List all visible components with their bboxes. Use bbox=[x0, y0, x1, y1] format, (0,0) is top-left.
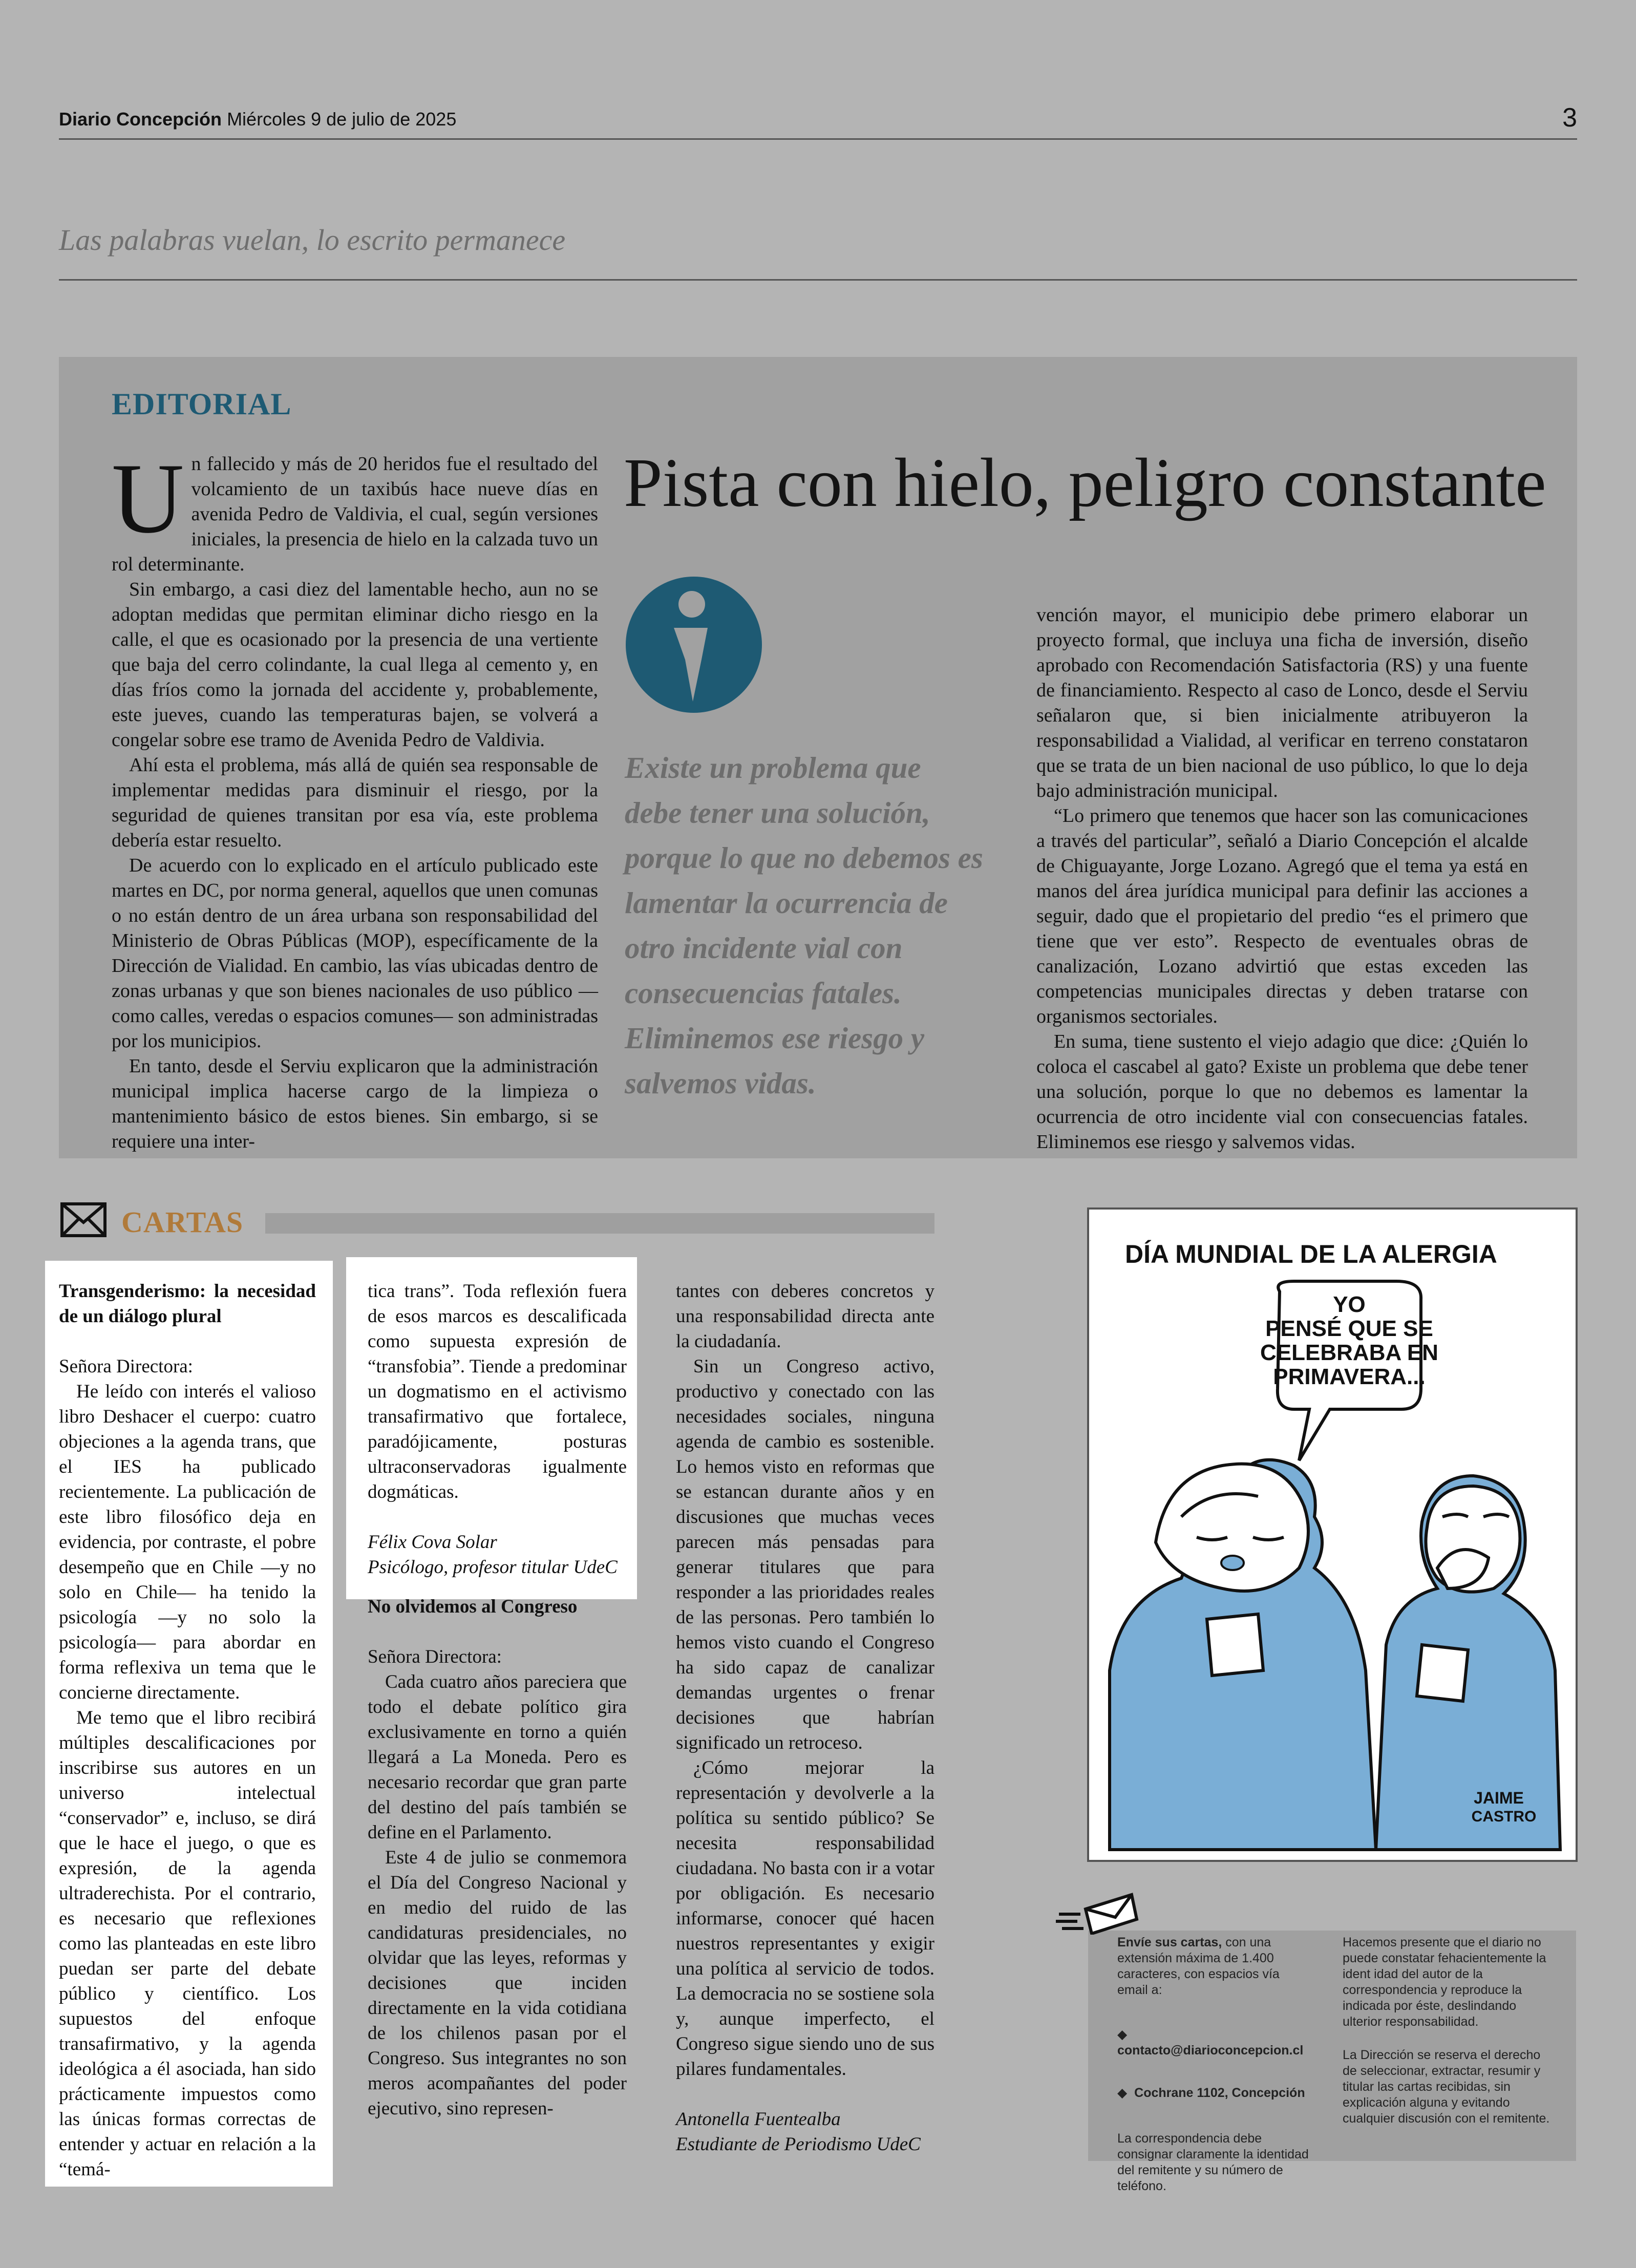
cartas-rule bbox=[265, 1213, 934, 1234]
editorial-column-1 bbox=[112, 443, 598, 1154]
letter-paragraph: He leído con interés el valioso libro Deshacer el cuerpo: cuatro objeciones a la agenda trans, que el IES ha publicado recientemente. La publicación de este libro filosófico deja en evidencia, por contraste, el pobre desempeño que en Chile —y no solo en Chile— ha tenido la psicología —y no solo la psicología— para abordar en forma reflexiva un tema que le concierne directamente. bbox=[59, 1381, 316, 1703]
letter-paragraph: ¿Cómo mejorar la representación y devolverle a la política su sentido público? Se necesita responsabilidad ciudadana. No basta con ir a votar por obligación. Es necesario informarse, conocer qué hacen nuestros representantes y exigir una política al servicio de todos. La democracia no se sostiene sola y, aunque imperfecto, el Congreso sigue siendo uno de sus pilares fundamentales. bbox=[676, 1757, 934, 2080]
masthead bbox=[59, 109, 456, 130]
speech-line: PENSÉ QUE SE bbox=[1265, 1316, 1433, 1341]
letters-column-2 bbox=[368, 1279, 627, 2121]
send-instructions: Envíe sus cartas, con una extensión máxima de 1.400 caracteres, con espacios vía email a: bbox=[1117, 1935, 1280, 1997]
artist-signature: CASTRO bbox=[1471, 1808, 1537, 1825]
editorial-paragraph: Un fallecido y más de 20 heridos fue el resultado del volcamiento de un taxibús hace nueve días en avenida Pedro de Valdivia, el cual, según versiones iniciales, la presencia de hielo en la calzada tuvo un rol determinante. bbox=[112, 443, 598, 575]
diamond-bullet-icon: ◆ bbox=[1117, 2027, 1128, 2042]
letter-author: Félix Cova Solar bbox=[368, 1532, 497, 1553]
identity-note: La correspondencia debe consignar claramente la identidad del remitente y su número de teléfono. bbox=[1117, 2131, 1309, 2193]
page-number: 3 bbox=[1562, 103, 1577, 133]
send-letters-info bbox=[1117, 1935, 1313, 2194]
editorial-paragraph: Ahí esta el problema, más allá de quién sea responsable de implementar medidas para disminuir el riesgo, por la seguridad de quienes transitan por esa vía, este problema debería estar resuelto. bbox=[112, 754, 598, 851]
disclaimer-paragraph: La Dirección se reserva el derecho de seleccionar, extractar, resumir y titular las cartas recibidas, sin explicación alguna y evitando cualquier discusión con el remitente. bbox=[1343, 2048, 1550, 2126]
flying-envelope-icon bbox=[1055, 1889, 1139, 1935]
editorial-paragraph: En suma, tiene sustento el viejo adagio que dice: ¿Quién lo coloca el cascabel al gato? Existe un problema que debe tener una solución, porque lo que no debemos es lamentar la ocurrencia de otro incidente vial con consecuencias fatales. Eliminemos ese riesgo y salvemos vidas. bbox=[1036, 1031, 1528, 1153]
editorial-paragraph: vención mayor, el municipio debe primero elaborar un proyecto formal, que incluya una ficha de inversión, diseño aprobado con Recomendación Satisfactoria (RS) y una fuente de financiamiento. Respecto al caso de Lonco, desde el Serviu señalaron que, si bien inicialmente atribuyeron la responsabilidad a Vialidad, al verificar en terreno constataron que se trata de un bien nacional de uso público, lo que lo deja bajo administración municipal. bbox=[1036, 604, 1528, 801]
letter-paragraph: tica trans”. Toda reflexión fuera de esos marcos es descalificada como supuesta expresión de “transfobia”. Tiende a predominar un dogmatismo en el activismo transafirmativo que fortalece, paradójicamente, posturas ultraconservadoras igualmente dogmáticas. bbox=[368, 1281, 627, 1502]
envelope-icon bbox=[60, 1202, 107, 1238]
letter-paragraph: Cada cuatro años parecierа que todo el debate político gira exclusivamente en torno a quién llegará a La Moneda. Pero es necesario recordar que gran parte del destino del país también se define en el Parlamento. bbox=[368, 1671, 627, 1843]
letter-title: Transgenderismo: la necesidad de un diálogo plural bbox=[59, 1281, 316, 1327]
page-header bbox=[59, 102, 1577, 140]
speech-line: YO bbox=[1333, 1292, 1366, 1317]
issue-date: Miércoles 9 de julio de 2025 bbox=[227, 109, 457, 130]
editorial-column-3 bbox=[1036, 603, 1528, 1155]
cartas-header bbox=[59, 1201, 934, 1242]
cartoon-panel bbox=[1087, 1207, 1578, 1862]
letter-author-role: Psicólogo, profesor titular UdeC bbox=[368, 1557, 618, 1578]
contact-address: ◆ Cochrane 1102, Concepción bbox=[1117, 2086, 1305, 2100]
drop-cap: U bbox=[112, 443, 184, 554]
letters-column-3 bbox=[676, 1279, 934, 2157]
editorial-paragraph: Sin embargo, a casi diez del lamentable hecho, aun no se adoptan medidas que permitan eliminar dicho riesgo en la calle, el que es ocasionado por la presencia de una vertiente que baja del cerro colindante, la cual llega al cemento y, en días fríos como la jornada del accidente y, probablemente, este jueves, cuando las temperaturas bajen, se volverá a congelar sobre ese tramo de Avenida Pedro de Valdivia. bbox=[112, 579, 598, 751]
letter-title: No olvidemos al Congreso bbox=[368, 1596, 578, 1617]
letter-paragraph: Me temo que el libro recibirá múltiples descalificaciones por inscribirse sus autores en un universo intelectual “conservador” e, incluso, se dirá que le hace el juego, o que es expresión, de la agenda ultraderechista. Por el contrario, es necesario que reflexiones como las planteadas en este libro puedan ser parte del debate público y científico. Los supuestos del enfoque transafirmativo, y la agenda ideológica a él asociada, han sido prácticamente impuestos como las únicas formas correctas de entender y actuar en relación a la “temá- bbox=[59, 1707, 316, 2180]
letter-salutation: Señora Directora: bbox=[368, 1646, 502, 1667]
info-icon bbox=[625, 573, 763, 717]
speech-line: CELEBRABA EN bbox=[1260, 1340, 1438, 1365]
section-slogan: Las palabras vuelan, lo escrito permanece bbox=[59, 223, 1577, 281]
letter-author-role: Estudiante de Periodismo UdeC bbox=[676, 2134, 921, 2155]
disclaimer-paragraph: Hacemos presente que el diario no puede constatar fehacientemente la ident idad del autor de la correspondencia y reproduce la indicada por éste, deslindando ulterior responsabilidad. bbox=[1343, 1935, 1546, 2029]
editorial-paragraph: “Lo primero que tenemos que hacer son las comunicaciones a través del particular”, señaló a Diario Concepción el alcalde de Chiguayante, Jorge Lozano. Agregó que el tema ya está en manos del área jurídica municipal para definir las acciones a seguir, dado que el propietario del predio “es el primero que tiene que ver esto”. Respecto de eventuales obras de canalización, Lozano advirtió que estas exceden las competencias municipales directas y deben tratarse con organismos sectoriales. bbox=[1036, 805, 1528, 1027]
editorial-title: Pista con hielo, peligro constante bbox=[624, 444, 1546, 521]
editorial-label: EDITORIAL bbox=[112, 387, 292, 421]
letter-paragraph: Sin un Congreso activo, productivo y conectado con las necesidades sociales, ninguna agenda de cambio es sostenible. Lo hemos visto en reformas que se estancan durante años y en discusiones que muchas veces parecen más pensadas para generar titulares que para responder a las prioridades reales de las personas. Pero también lo hemos visto cuando el Congreso ha sido capaz de canalizar demandas urgentes o frenar decisiones que habrían significado un retroceso. bbox=[676, 1356, 934, 1753]
newspaper-name: Diario Concepción bbox=[59, 109, 222, 130]
editorial-paragraph: En tanto, desde el Serviu explicaron que la administración municipal implica hacerse cargo de la limpieza o mantenimiento básico de estos bienes. Sin embargo, si se requiere una inter- bbox=[112, 1055, 598, 1152]
editorial-disclaimer bbox=[1343, 1935, 1553, 2127]
speech-line: PRIMAVERA... bbox=[1273, 1364, 1426, 1389]
letter-author: Antonella Fuentealba bbox=[676, 2109, 841, 2130]
letter-salutation: Señora Directora: bbox=[59, 1356, 193, 1377]
pull-quote: Existe un problema que debe tener una solución, porque lo que no debemos es lamentar la ocurrencia de otro incidente vial con consecuencias fatales. Eliminemos ese riesgo y salvemos vidas. bbox=[625, 751, 983, 1100]
letter-paragraph: Este 4 de julio se conmemora el Día del Congreso Nacional y en medio del ruido de las candidaturas presidenciales, no olvidar que las leyes, reformas y decisiones que inciden directamente en la vida cotidiana de los chilenos pasan por el Congreso. Sus integrantes no son meros acompañantes del poder ejecutivo, sino represen- bbox=[368, 1847, 627, 2119]
editorial-paragraph: De acuerdo con lo explicado en el artículo publicado este martes en DC, por norma general, aquellos que unen comunas o no están dentro de un área urbana son responsabilidad del Ministerio de Obras Públicas (MOP), específicamente de la Dirección de Vialidad. En cambio, las vías ubicadas dentro de zonas urbanas y que son bienes nacionales de uso público —como calles, veredas o espacios comunes— son administradas por los municipios. bbox=[112, 855, 598, 1052]
artist-signature: JAIME bbox=[1474, 1789, 1524, 1807]
diamond-bullet-icon: ◆ bbox=[1117, 2086, 1128, 2100]
cartoon-title: DÍA MUNDIAL DE LA ALERGIA bbox=[1125, 1240, 1497, 1268]
letter-paragraph: tantes con deberes concretos y una responsabilidad directa ante la ciudadanía. bbox=[676, 1281, 934, 1352]
contact-email[interactable]: ◆ contacto@diarioconcepcion.cl bbox=[1117, 2027, 1304, 2058]
cartas-label: CARTAS bbox=[121, 1205, 244, 1239]
allergy-cartoon-illustration bbox=[1089, 1210, 1576, 1860]
letters-column-1 bbox=[59, 1279, 316, 2182]
